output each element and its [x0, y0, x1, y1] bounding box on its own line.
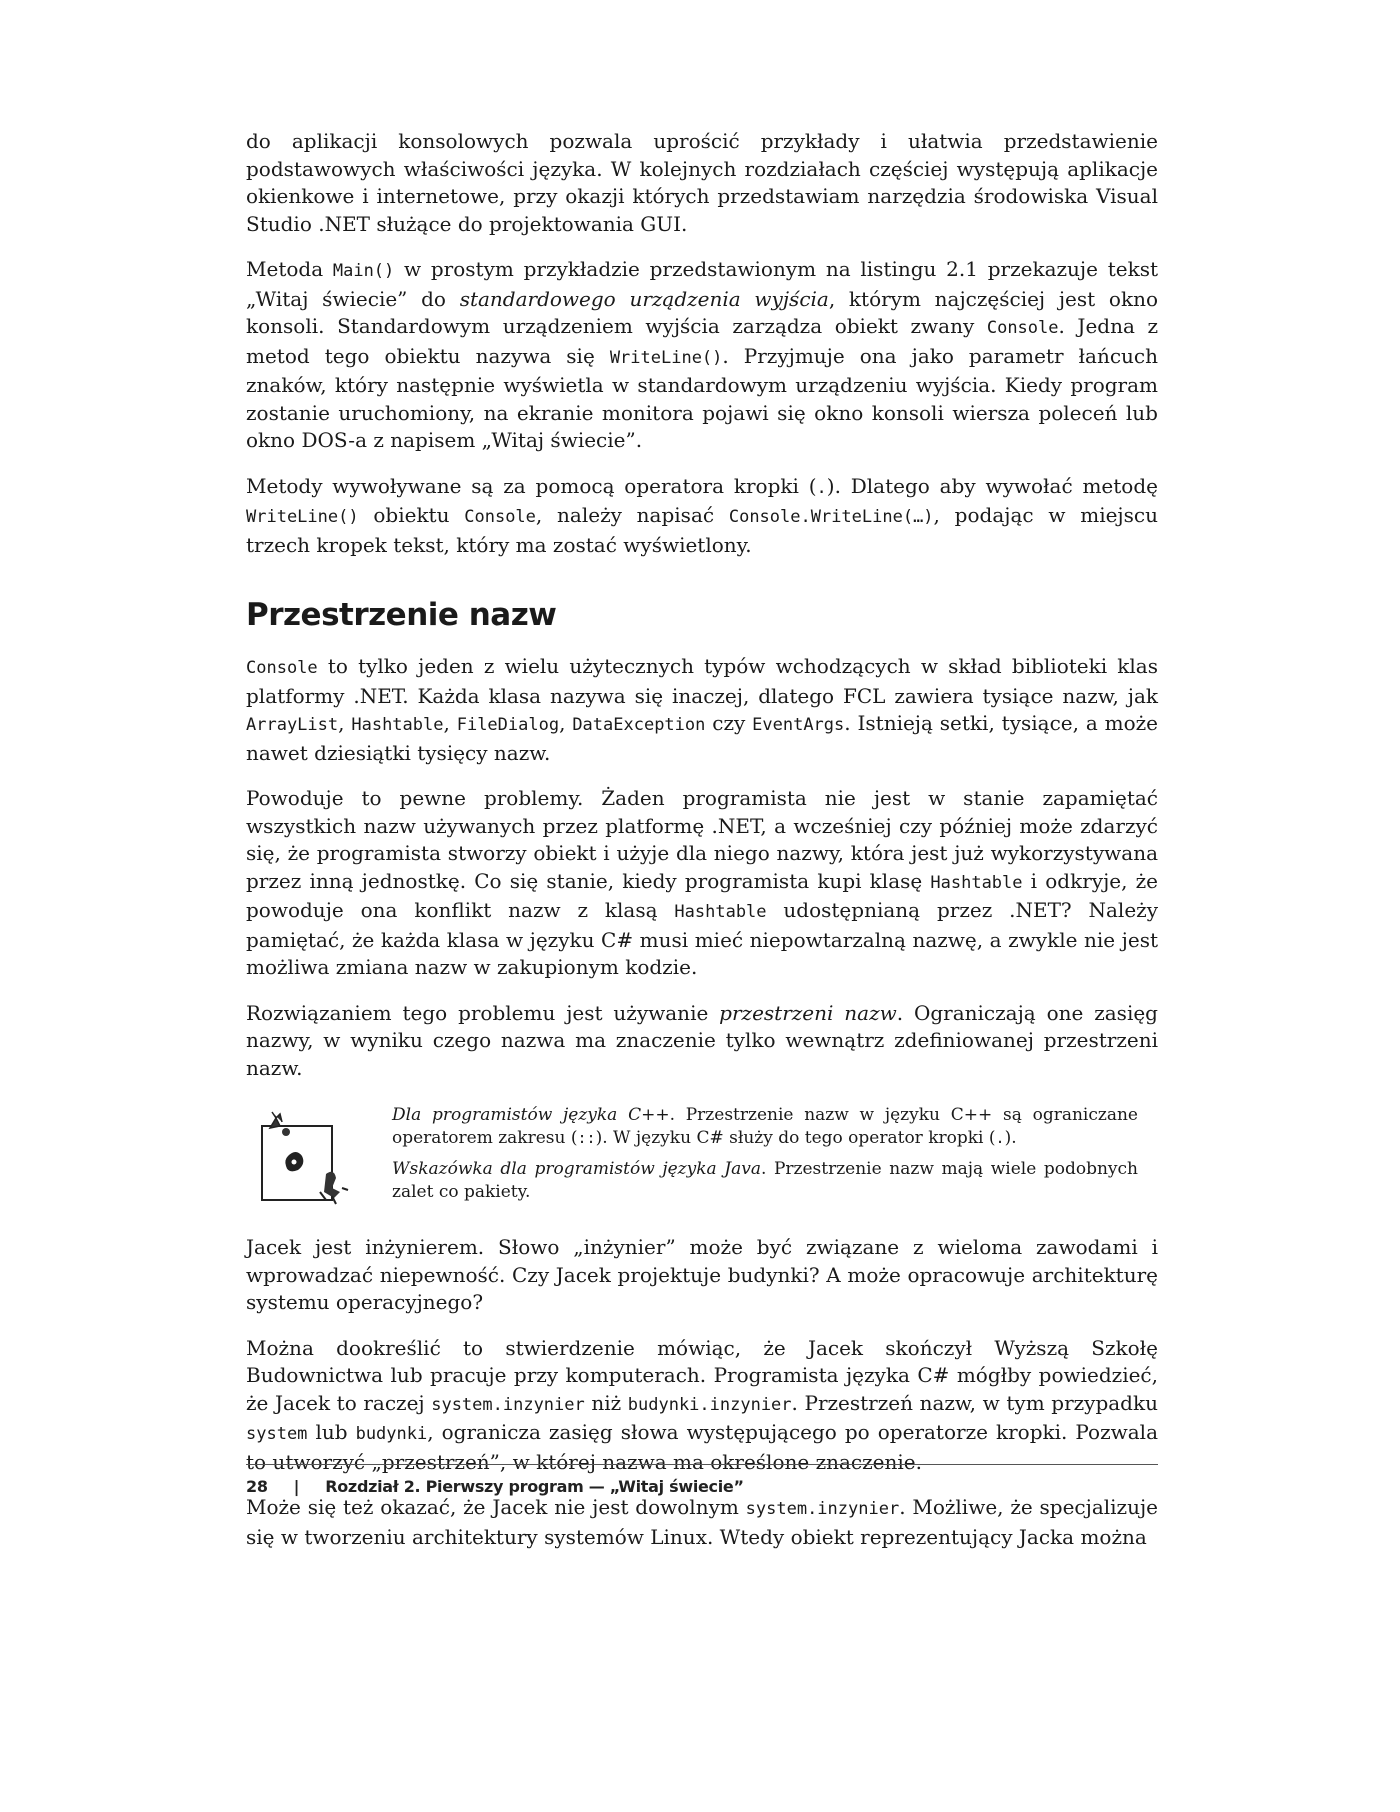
animal-tip-icon	[246, 1104, 358, 1208]
paragraph-jacek-engineer	[246, 1234, 1158, 1317]
text: Rozwiązaniem tego problemu jest używanie	[246, 1000, 720, 1025]
tip-cpp	[392, 1104, 1138, 1150]
text: Metody wywoływane są za pomocą operatora kropki (	[246, 473, 817, 498]
code-arraylist: ArrayList	[246, 715, 339, 735]
text: obiektu	[358, 503, 465, 527]
text: ,	[338, 711, 352, 735]
text: , którym najczęściej jest okno konsoli. Standardowym urządzeniem wyjścia zarządza obiekt zwany	[246, 286, 1158, 338]
text: Metoda	[246, 257, 333, 281]
code-writeline: WriteLine()	[246, 507, 359, 527]
tip-note	[246, 1104, 1158, 1212]
paragraph-solution	[246, 1000, 1158, 1083]
section-heading: Przestrzenie nazw	[246, 597, 557, 633]
code-eventargs: EventArgs	[752, 715, 845, 735]
code-dot: .	[816, 477, 827, 498]
code-filedialog: FileDialog	[456, 715, 560, 735]
text: w prostym przykładzie przedstawionym na listingu 2.1 przekazuje tekst „Witaj świecie” do	[246, 257, 1158, 311]
text: ,	[559, 711, 573, 735]
text: , należy napisać	[535, 503, 729, 527]
code-system-inzynier: system.inzynier	[431, 1394, 585, 1415]
text: . Przestrzenie nazw w języku C++ są ograniczane operatorem zakresu (	[392, 1105, 1138, 1148]
paragraph-main-method	[246, 256, 1158, 455]
text: . Istnieją setki, tysiące, a może nawet dziesiątki tysięcy nazw.	[246, 711, 1159, 765]
code-scope-operator: ::	[577, 1129, 596, 1147]
code-writeline: WriteLine()	[609, 347, 723, 368]
page-footer	[246, 1464, 1158, 1496]
text: , ogranicza zasięg słowa występującego po operatorze kropki. Pozwala to utworzyć „przestrzeń”, w której nazwa ma określone znaczenie.	[246, 1420, 1158, 1474]
text: lub	[307, 1420, 356, 1444]
text: Jacek jest inżynierem. Słowo „inżynier” może być związane z wieloma zawodami i wprowadzać niepewność. Czy Jacek projektuje budynki? A może opracowuje architekturę systemu operacyjnego?	[246, 1235, 1158, 1314]
code-main: Main()	[332, 261, 395, 281]
code-hashtable: Hashtable	[351, 715, 444, 735]
tip-cpp-title: Dla programistów języka C++	[392, 1105, 670, 1125]
text: ). Dlatego aby wywołać metodę	[826, 473, 1158, 498]
text: niż	[584, 1390, 628, 1415]
code-budynki: budynki	[355, 1424, 428, 1444]
text: czy	[705, 711, 753, 735]
paragraph-jacek-qualify	[246, 1335, 1158, 1477]
paragraph-jacek-linux	[246, 1494, 1158, 1551]
text: udostępnianą przez .NET? Należy pamiętać, że każda klasa w języku C# musi mieć niepowtarzalną nazwę, a zwykle nie jest możliwa zmiana nazw w zakupionym kodzie.	[246, 898, 1158, 979]
code-system: system	[246, 1424, 308, 1444]
text: ).	[1004, 1128, 1017, 1148]
footer-separator: |	[293, 1477, 300, 1496]
text: to tylko jeden z wielu użytecznych typów wchodzących w skład biblioteki klas platformy .NET. Każda klasa nazywa się inaczej, dlatego FCL zawiera tysiące nazw, jak	[246, 654, 1158, 708]
term-standard-output: standardowego urządzenia wyjścia	[459, 286, 829, 311]
code-hashtable: Hashtable	[930, 872, 1023, 893]
text: . Przestrzeń nazw, w tym przypadku	[791, 1390, 1158, 1415]
code-console: Console	[464, 507, 536, 527]
code-console: Console	[986, 318, 1059, 338]
page-number: 28	[246, 1477, 268, 1496]
paragraph-dot-operator	[246, 473, 1158, 560]
text: do aplikacji konsolowych pozwala uprościć przykłady i ułatwia przedstawienie podstawowych właściwości języka. W kolejnych rozdziałach częściej występują aplikacje okienkowe i internetowe, przy okazji których przedstawiam narzędzia środowiska Visual Studio .NET służące do projektowania GUI.	[246, 129, 1158, 236]
code-system-inzynier: system.inzynier	[745, 1499, 900, 1519]
text: ). W języku C# służy do tego operator kropki (	[595, 1128, 996, 1148]
text: , podając w miejscu trzech kropek tekst, który ma zostać wyświetlony.	[246, 503, 1158, 557]
page-content	[246, 128, 1158, 1569]
tip-java	[392, 1158, 1138, 1204]
paragraph-intro	[246, 128, 1158, 238]
text: Powoduje to pewne problemy. Żaden programista nie jest w stanie zapamiętać wszystkich nazw używanych przez platformę .NET, a wcześniej czy później może zdarzyć się, że programista stworzy obiekt i użyje dla niego nazwy, która jest już wykorzystywana przez inną jednostkę. Co się stanie, kiedy programista kupi klasę	[246, 786, 1158, 893]
text: . Przyjmuje ona jako parametr łańcuch znaków, który następnie wyświetla w standardowym urządzeniu wyjścia. Kiedy program zostanie uruchomiony, na ekranie monitora pojawi się okno konsoli wiersza poleceń lub okno DOS-a z napisem „Witaj świecie”.	[246, 343, 1159, 452]
text: Można dookreślić to stwierdzenie mówiąc, że Jacek skończył Wyższą Szkołę Budownictwa lub pracuje przy komputerach. Programista języka C# mógłby powiedzieć, że Jacek to raczej	[246, 1335, 1158, 1415]
text: i odkryje, że powoduje ona konflikt nazw z klasą	[246, 868, 1158, 922]
paragraph-problems	[246, 785, 1158, 982]
text: Może się też okazać, że Jacek nie jest dowolnym	[246, 1495, 746, 1519]
chapter-title: Rozdział 2. Pierwszy program — „Witaj świecie”	[325, 1477, 744, 1496]
text: . Ograniczają one zasięg nazwy, w wyniku czego nazwa ma znaczenie tylko wewnątrz zdefiniowanej przestrzeni nazw.	[246, 1000, 1158, 1080]
paragraph-console-types	[246, 653, 1158, 767]
code-dot: .	[995, 1129, 1005, 1147]
code-budynki-inzynier: budynki.inzynier	[627, 1394, 792, 1415]
text: ,	[443, 711, 457, 735]
tip-note-body	[358, 1104, 1158, 1212]
term-namespaces: przestrzeni nazw	[719, 1000, 897, 1025]
code-hashtable: Hashtable	[674, 902, 767, 922]
text: . Przestrzenie nazw mają wiele podobnych zalet co pakiety.	[392, 1159, 1138, 1202]
text: . Jedna z metod tego obiektu nazywa się	[246, 314, 1158, 368]
code-dataexception: DataException	[572, 715, 706, 735]
tip-java-title: Wskazówka dla programistów języka Java	[392, 1159, 761, 1179]
code-console-writeline: Console.WriteLine(…)	[728, 507, 934, 527]
text: . Możliwe, że specjalizuje się w tworzeniu architektury systemów Linux. Wtedy obiekt reprezentujący Jacka można	[246, 1495, 1158, 1549]
code-console: Console	[246, 658, 318, 678]
